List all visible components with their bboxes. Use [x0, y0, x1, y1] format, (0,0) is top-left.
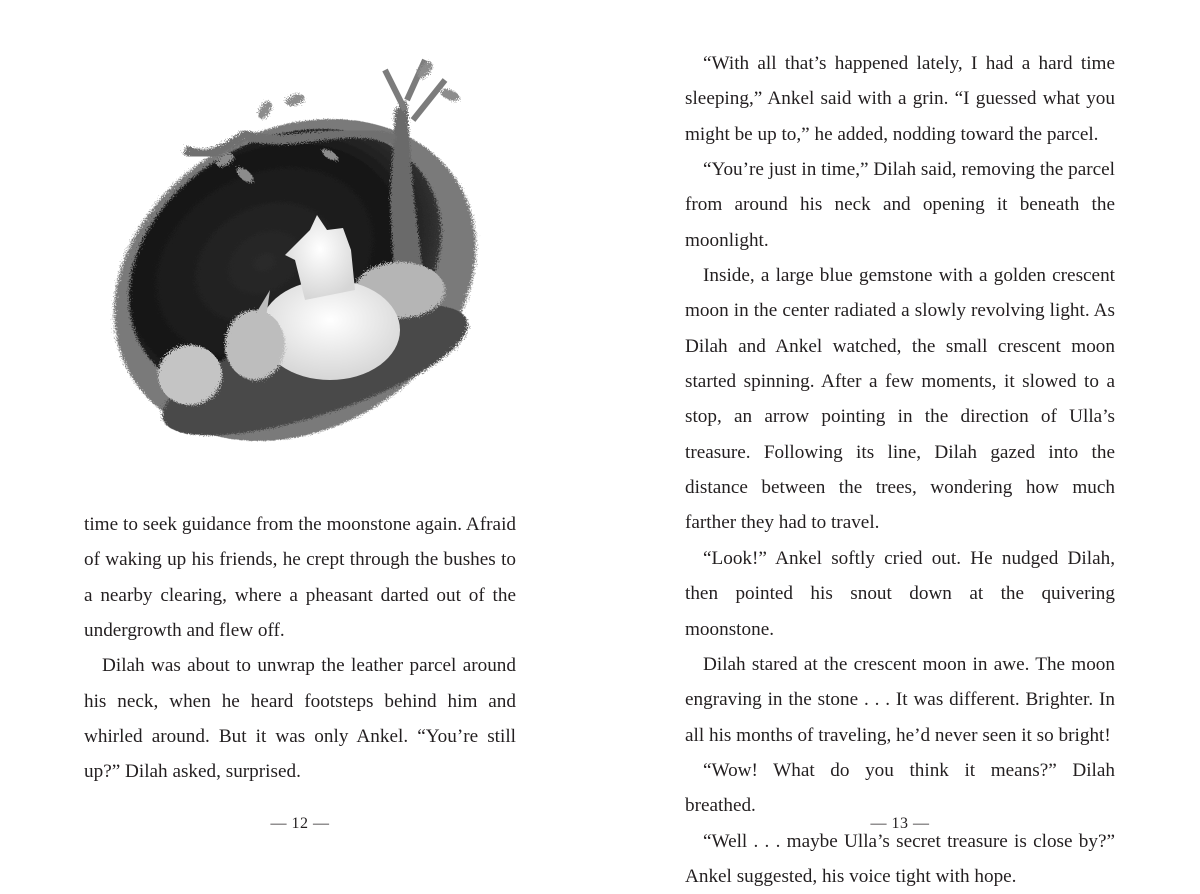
paragraph: “With all that’s happened lately, I had a hard time sleeping,” Ankel said with a grin. “I guessed what you might be up to,” he added, nodding toward the parcel. [685, 53, 1115, 145]
left-page [0, 0, 600, 872]
paragraph: “Look!” Ankel softly cried out. He nudged Dilah, then pointed his snout down at the quivering moonstone. [685, 547, 1115, 640]
left-page-body-text [84, 507, 516, 790]
paragraph: “You’re just in time,” Dilah said, removing the parcel from around his neck and opening it beneath the moonlight. [685, 159, 1115, 251]
page-number: — 12 — [270, 815, 330, 832]
paragraph: time to seek guidance from the moonstone again. Afraid of waking up his friends, he crept through the bushes to a nearby clearing, where a pheasant darted out of the undergrowth and flew off. [84, 514, 516, 642]
paragraph: “Well . . . maybe Ulla’s secret treasure is close by?” Ankel suggested, his voice tight with hope. [685, 830, 1115, 887]
sleeping-cub [158, 345, 222, 405]
right-page-body-text [685, 46, 1115, 894]
sleeping-rabbit [225, 310, 285, 380]
night-forest-animals-illustration [95, 40, 505, 470]
right-page [600, 0, 1200, 887]
paragraph: Inside, a large blue gemstone with a golden crescent moon in the center radiated a slowly revolving light. As Dilah and Ankel watched, the small crescent moon started spinning. After a few moments, it slowed to a stop, an arrow pointing in the direction of Ulla’s treasure. Following its line, Dilah gazed into the distance between the trees, wondering how much farther they had to travel. [685, 265, 1115, 534]
paragraph: “Wow! What do you think it means?” Dilah breathed. [685, 759, 1115, 817]
paragraph: Dilah stared at the crescent moon in awe. The moon engraving in the stone . . . It was different. Brighter. In all his months of traveling, he’d never seen it so bright! [685, 653, 1115, 746]
paragraph: Dilah was about to unwrap the leather parcel around his neck, when he heard footsteps behind him and whirled around. But it was only Ankel. “You’re still up?” Dilah asked, surprised. [84, 655, 516, 783]
page-number: — 13 — [870, 815, 930, 832]
